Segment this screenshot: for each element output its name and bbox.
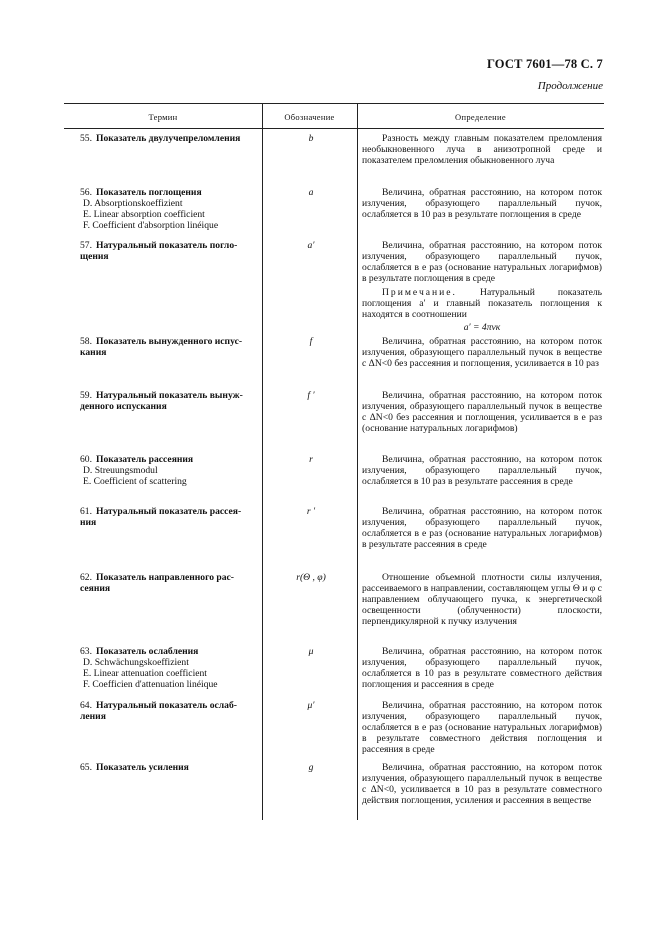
term-title-continued: ния [80, 517, 97, 528]
term-number: 60. [80, 454, 92, 465]
term-title-continued: денного испускания [80, 401, 167, 412]
symbol-cell: g [308, 762, 314, 773]
definition-cell [362, 133, 602, 166]
symbol-cell: f [309, 336, 313, 347]
symbol-cell: μ′ [307, 700, 315, 711]
term-cell [80, 572, 260, 594]
definition-text: Величина, обратная расстоянию, на котором поток излучения, образующего параллельный пучок в веществе с ΔN<0 без рассеяния и поглощения, усиливается в 10 раз [362, 336, 602, 369]
foreign-equivalent: F. Coefficient d'absorption linéique [83, 220, 219, 231]
definition-text: Величина, обратная расстоянию, на котором поток излучения, образующего параллельный пучок, ослабляется в e раз (основание натуральных логарифмов) в результате поглощения в среде [362, 240, 602, 284]
definition-text: Величина, обратная расстоянию, на котором поток излучения, образующего параллельный пучок в веществе с ΔN<0 без рассеяния и поглощения, усиливается в e раз (основание натуральных логарифмов) [362, 390, 602, 434]
term-cell [80, 390, 260, 412]
term-cell [80, 506, 260, 528]
symbol-cell: a′ [307, 240, 315, 251]
column-header-definition: Определение [455, 112, 506, 122]
definition-cell [362, 187, 602, 220]
note-formula: a′ = 4πνк [463, 322, 501, 333]
term-cell [80, 336, 260, 358]
term-title: Показатель рассеяния [96, 454, 194, 465]
symbol-cell: f ′ [307, 390, 315, 401]
term-title: Показатель направленного рас- [96, 572, 234, 583]
term-number: 57. [80, 240, 92, 251]
term-title: Показатель ослабления [96, 646, 199, 657]
term-title-continued: ления [80, 711, 106, 722]
definition-cell [362, 700, 602, 755]
term-title: Показатель поглощения [96, 187, 202, 198]
page-header: ГОСТ 7601—78 С. 7 [486, 57, 603, 71]
foreign-equivalent: D. Streuungsmodul [83, 465, 158, 476]
symbol-cell: a [308, 187, 314, 198]
definition-cell [362, 572, 602, 627]
column-header-term: Термин [148, 112, 178, 122]
note-text: Натуральный показатель поглощения a′ и главный показатель поглощения к находятся в соотношении [362, 287, 602, 320]
term-cell [80, 646, 260, 690]
symbol-cell: r(Θ , φ) [296, 572, 326, 583]
definition-text: Величина, обратная расстоянию, на котором поток излучения, образующего параллельный пучок, ослабляется в e раз (основание натуральных логарифмов) в результате рассеяния в среде [362, 506, 602, 550]
term-cell [80, 133, 260, 144]
term-number: 56. [80, 187, 92, 198]
definition-cell [362, 336, 602, 369]
foreign-equivalent: F. Coefficien d'attenuation linéique [83, 679, 218, 690]
term-cell [80, 700, 260, 722]
definition-cell [362, 762, 602, 806]
foreign-equivalent: E. Linear absorption coefficient [83, 209, 205, 220]
definition-cell [362, 454, 602, 487]
foreign-equivalent: E. Linear attenuation coefficient [83, 668, 207, 679]
foreign-equivalent: E. Coefficient of scattering [83, 476, 187, 487]
term-title-continued: щения [80, 251, 109, 262]
definition-text: Разность между главным показателем преломления необыкновенного луча в анизотропной среде и показателем преломления обыкновенного луча [362, 133, 602, 166]
term-title: Показатель усиления [96, 762, 189, 773]
table-header-rule [64, 128, 604, 129]
term-number: 63. [80, 646, 92, 657]
definition-text: Величина, обратная расстоянию, на котором поток излучения, образующего параллельный пучок, ослабляется в 10 раз в результате поглощения в среде [362, 187, 602, 220]
column-divider [262, 103, 263, 820]
symbol-cell: r [309, 454, 313, 465]
term-number: 64. [80, 700, 92, 711]
definition-cell [362, 240, 602, 333]
term-number: 61. [80, 506, 92, 517]
definition-note [362, 287, 602, 320]
term-title: Натуральный показатель ослаб- [96, 700, 237, 711]
term-number: 58. [80, 336, 92, 347]
term-title-continued: кания [80, 347, 107, 358]
definition-cell [362, 506, 602, 550]
term-title: Показатель двулучепреломления [96, 133, 241, 144]
definition-cell [362, 646, 602, 690]
term-title-continued: сеяния [80, 583, 111, 594]
term-number: 59. [80, 390, 92, 401]
term-number: 62. [80, 572, 92, 583]
definition-text: Отношение объемной плотности силы излучения, рассеиваемого в направлении, составляющем углы Θ и φ с направлением облучающего пучка, к энергетической освещенности (облученности) плоскости, перпендикулярной к пучку излучения [362, 572, 602, 627]
term-title: Натуральный показатель погло- [96, 240, 238, 251]
definition-text: Величина, обратная расстоянию, на котором поток излучения, образующего параллельный пучок, ослабляется в e раз (основание натуральных логарифмов) в результате совместного действия поглощения и рассеяния в среде [362, 700, 602, 755]
term-cell [80, 187, 260, 231]
column-header-symbol: Обозначение [284, 112, 335, 122]
term-title: Натуральный показатель вынуж- [96, 390, 243, 401]
term-cell [80, 454, 260, 487]
term-number: 65. [80, 762, 92, 773]
definition-text: Величина, обратная расстоянию, на котором поток излучения, образующего параллельный пучок, ослабляется в 10 раз в результате рассеяния в среде [362, 454, 602, 487]
term-number: 55. [80, 133, 92, 144]
definition-cell [362, 390, 602, 434]
term-title: Показатель вынужденного испус- [96, 336, 243, 347]
continuation-label: Продолжение [537, 80, 603, 92]
definition-text: Величина, обратная расстоянию, на котором поток излучения, образующего параллельный пучок, ослабляется в 10 раз в результате совместного действия поглощения и рассеяния в среде [362, 646, 602, 690]
term-cell [80, 762, 260, 773]
symbol-cell: μ [308, 646, 314, 657]
symbol-cell: b [308, 133, 314, 144]
term-title: Натуральный показатель рассея- [96, 506, 242, 517]
symbol-cell: r ′ [306, 506, 316, 517]
table-top-rule [64, 103, 604, 104]
foreign-equivalent: D. Absorptionskoeffizient [83, 198, 183, 209]
foreign-equivalent: D. Schwächungskoeffizient [83, 657, 189, 668]
term-cell [80, 240, 260, 262]
definition-text: Величина, обратная расстоянию, на котором поток излучения, образующего параллельный пучок в веществе с ΔN<0, усиливается в 10 раз в результате совместного действия поглощения, усиления и рассеяния в веществе [362, 762, 602, 806]
note-label: Примечание. [382, 287, 457, 298]
